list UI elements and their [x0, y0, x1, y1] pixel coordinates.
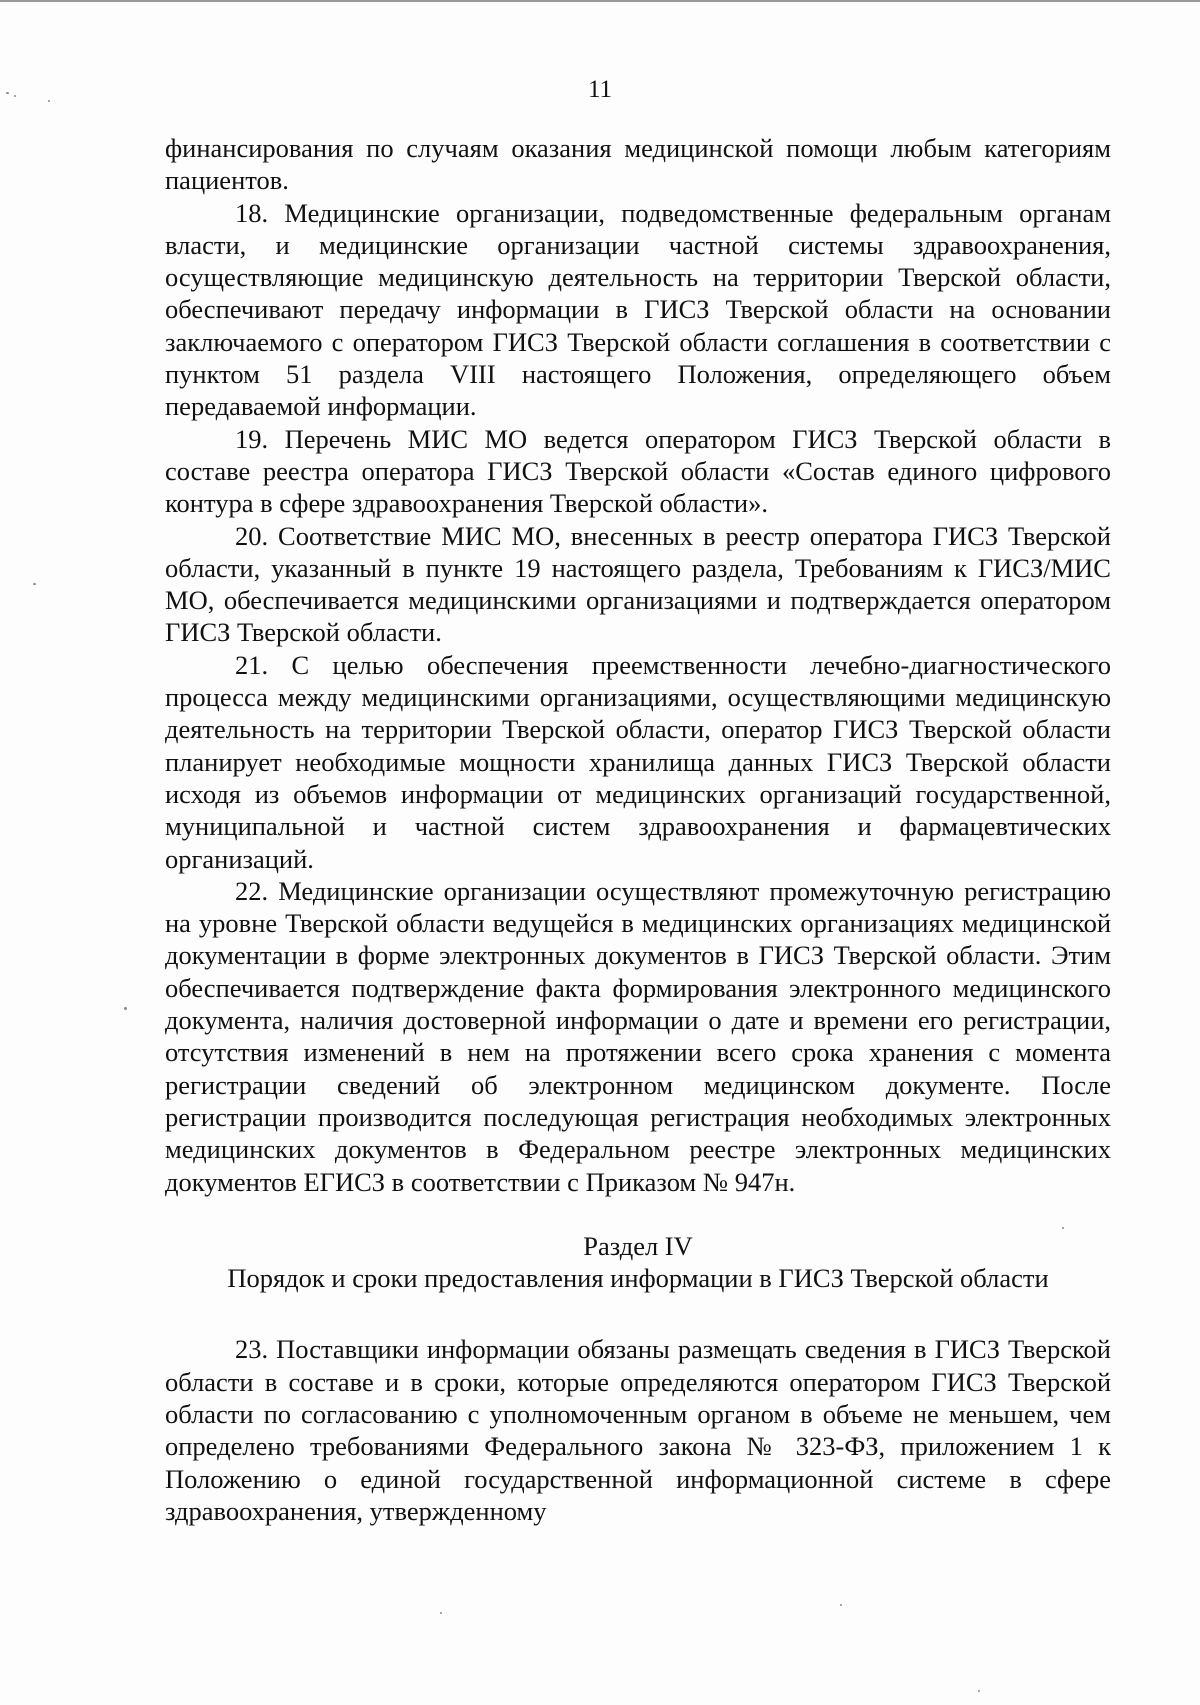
scan-speck [124, 1007, 127, 1010]
scan-speck [440, 1612, 442, 1614]
scan-speck [978, 1690, 980, 1692]
section-spacer [165, 1294, 1111, 1333]
section-header [165, 1230, 1111, 1295]
scan-speck [840, 1604, 842, 1606]
paragraph-20: 20. Соответствие МИС МО, внесенных в реестр оператора ГИСЗ Тверской области, указанный в пункте 19 настоящего раздела, Требованиям к ГИСЗ/МИС МО, обеспечивается медицинскими организациями и подтверждается оператором ГИСЗ Тверской области. [165, 520, 1111, 648]
scan-top-edge [0, 0, 1200, 2]
paragraph-23: 23. Поставщики информации обязаны размещать сведения в ГИСЗ Тверской области в составе и в сроки, которые определяются оператором ГИСЗ Тверской области по согласованию с уполномоченным органом в объеме не меньшем, чем определено требованиями Федерального закона № 323-ФЗ, приложением 1 к Положению о единой государственной информационной системе в сфере здравоохранения, утвержденному [165, 1334, 1111, 1526]
paragraph-19: 19. Перечень МИС МО ведется оператором ГИСЗ Тверской области в составе реестра оператора ГИСЗ Тверской области «Состав единого цифрового контура в сфере здравоохранения Тверской области». [165, 423, 1111, 519]
scan-speck [14, 95, 16, 97]
scan-speck [33, 583, 36, 585]
paragraph-18: 18. Медицинские организации, подведомственные федеральным органам власти, и медицинские организации частной системы здравоохранения, осуществляющие медицинскую деятельность на территории Тверской области, обеспечивают передачу информации в ГИСЗ Тверской области на основании заключаемого с оператором ГИСЗ Тверской области соглашения в соответствии с пунктом 51 раздела VIII настоящего Положения, определяющего объем передаваемой информации. [165, 197, 1111, 422]
scan-speck [1062, 1227, 1064, 1229]
paragraph-22: 22. Медицинские организации осуществляют промежуточную регистрацию на уровне Тверской области ведущейся в медицинских организациях медицинской документации в форме электронных документов в ГИСЗ Тверской области. Этим обеспечивается подтверждение факта формирования электронного медицинского документа, наличия достоверной информации о дате и времени его регистрации, отсутствия изменений в нем на протяжении всего срока хранения с момента регистрации сведений об электронном медицинском документе. После регистрации производится последующая регистрация необходимых электронных медицинских документов в Федеральном реестре электронных медицинских документов ЕГИСЗ в соответствии с Приказом № 947н. [165, 875, 1111, 1197]
scan-speck [6, 92, 9, 94]
scan-speck [48, 100, 50, 102]
section-title: Раздел IV [583, 1230, 693, 1261]
paragraph-continuation: финансирования по случаям оказания медицинской помощи любым категориям пациентов. [165, 133, 1111, 196]
paragraph-21: 21. С целью обеспечения преемственности лечебно-диагностического процесса между медицинскими организациями, осуществляющими медицинскую деятельность на территории Тверской области, оператор ГИСЗ Тверской области планирует необходимые мощности хранилища данных ГИСЗ Тверской области исходя из объемов информации от медицинских организаций государственной, муниципальной и частной систем здравоохранения и фармацевтических организаций. [165, 649, 1111, 874]
document-body [165, 132, 1111, 1527]
section-heading: Порядок и сроки предоставления информации в ГИСЗ Тверской области [227, 1263, 1049, 1294]
page-number: 11 [587, 76, 613, 103]
